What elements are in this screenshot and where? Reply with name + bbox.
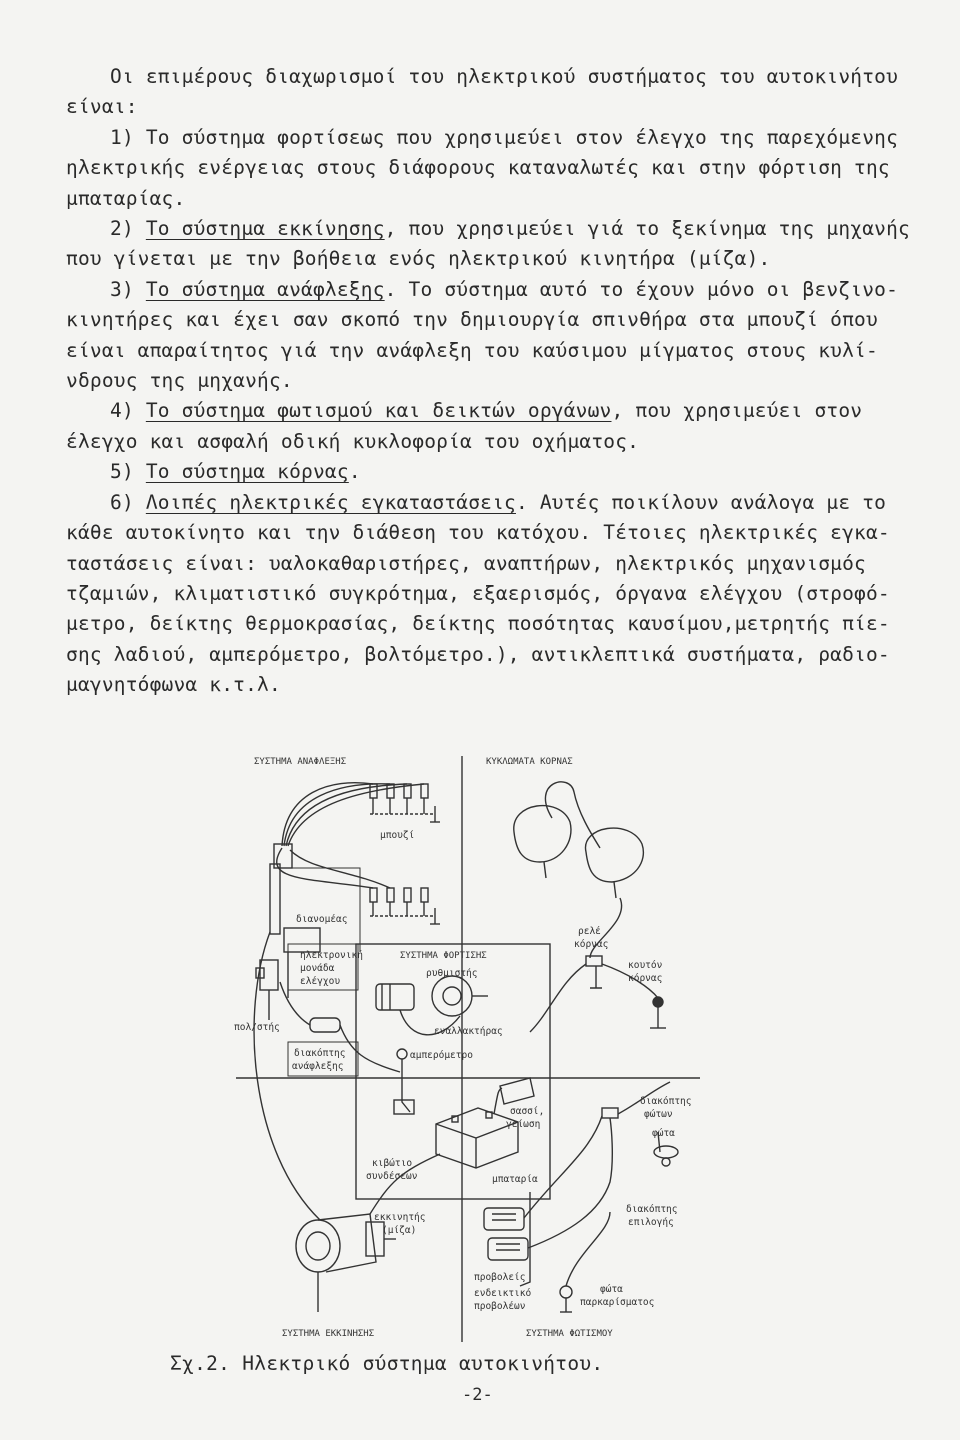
label-light-switch-1: διακόπτης — [640, 1096, 692, 1107]
item6-line-4: τζαμιών, κλιματιστικό συγκρότημα, εξαερισμός, όργανα ελέγχου (στροφό- — [66, 581, 890, 605]
horn-relay-shape — [586, 956, 602, 966]
chassis-shape — [500, 1078, 534, 1104]
intro-line-2: είναι: — [66, 95, 138, 119]
item6-line-1 — [66, 488, 946, 518]
title-ignition: ΣΥΣΤΗΜΑ ΑΝΑΦΛΕΞΗΣ — [254, 757, 347, 767]
item2-prefix: 2) — [110, 217, 146, 241]
item6-line-7: μαγνητόφωνα κ.τ.λ. — [66, 673, 281, 697]
ammeter-shape — [397, 1049, 407, 1059]
label-horn-relay-2: κόρνας — [574, 939, 609, 950]
item2-term: Το σύστημα εκκίνησης — [145, 217, 385, 241]
item6-rest: . Αυτές ποικίλουν ανάλογα με το — [515, 490, 887, 514]
label-ignition-switch-1: διακόπτης — [294, 1048, 346, 1059]
item6-prefix: 6) — [110, 490, 146, 514]
label-horn-button-2: κόρνας — [628, 973, 663, 984]
battery-shape — [436, 1108, 518, 1168]
item5-prefix: 5) — [110, 460, 146, 484]
item5-line-1 — [66, 457, 946, 487]
item1-line-3: μπαταρίας. — [66, 186, 186, 210]
label-lights: φώτα — [652, 1128, 675, 1139]
item4-term: Το σύστημα φωτισμού και δεικτών οργάνων — [145, 399, 612, 423]
label-horn-relay-1: ρελέ — [578, 926, 601, 937]
starter-motor — [296, 1214, 396, 1312]
item4-line-2: έλεγχο και ασφαλή οδική κυκλοφορία του οχήματος. — [66, 429, 640, 453]
label-alternator: εναλλακτήρας — [434, 1026, 503, 1037]
label-electronic-unit-1: ηλεκτρονική — [300, 950, 363, 961]
label-horn-button-1: κουτόν — [628, 960, 663, 971]
light-switch-shape — [602, 1108, 618, 1118]
label-parking-2: παρκαρίσματος — [580, 1297, 655, 1308]
title-horn: ΚΥΚΛΩΜΑΤΑ ΚΟΡΝΑΣ — [486, 757, 573, 767]
item6-line-6: σης λαδιού, αμπερόμετρο, βολτόμετρο.), αντικλεπτικά συστήματα, ραδιο- — [66, 642, 890, 666]
item2-line-2: που γίνεται με την βοήθεια ενός ηλεκτρικού κινητήρα (μίζα). — [66, 247, 771, 271]
label-starter-1: εκκινητής — [374, 1212, 426, 1223]
item3-term: Το σύστημα ανάφλεξης — [145, 277, 385, 301]
item6-line-3: ταστάσεις είναι: υαλοκαθαριστήρες, αναπτήρων, ηλεκτρικός μηχανισμός — [66, 551, 866, 575]
label-indicator-2: προβολέων — [474, 1301, 526, 1312]
headlights-shape — [484, 1208, 528, 1260]
title-charging: ΣΥΣΤΗΜΑ ΦΟΡΤΙΣΗΣ — [400, 951, 487, 961]
item3-rest: . Το σύστημα αυτό το έχουν μόνο οι βενζινο- — [384, 277, 899, 301]
item3-line-2: κινητήρες και έχει σαν σκοπό την δημιουργία σπινθήρα στα μπουζί όπου — [66, 308, 878, 332]
item4-prefix: 4) — [110, 399, 146, 423]
item6-line-2: κάθε αυτοκίνητο και την διάθεση του κατόχου. Τέτοιες ηλεκτρικές εγκα- — [66, 521, 890, 545]
item6-line-5: μετρο, δείκτης θερμοκρασίας, δείκτης ποσότητας καυσίμου,μετρητής πίε- — [66, 612, 890, 636]
label-chassis-2: γείωση — [506, 1119, 541, 1130]
figure-caption: Σχ.2. Ηλεκτρικό σύστημα αυτοκινήτου. — [170, 1352, 604, 1375]
wiring-diagram — [230, 752, 710, 1352]
label-ammeter: αμπερόμετρο — [410, 1050, 473, 1061]
title-lighting: ΣΥΣΤΗΜΑ ΦΩΤΙΣΜΟΥ — [526, 1329, 613, 1339]
label-regulator: ρυθμιστής — [426, 968, 478, 979]
label-junction-1: κιβώτιο — [372, 1158, 413, 1169]
item2-line-1 — [66, 214, 946, 244]
label-starter-2: (μίζα) — [382, 1225, 417, 1236]
label-parking-1: φώτα — [600, 1284, 623, 1295]
label-ignition-switch-2: ανάφλεξης — [292, 1061, 344, 1072]
electronic-unit-box — [284, 928, 320, 952]
distributor-shape — [270, 844, 292, 934]
item2-rest: , που χρησιμεύει γιά το ξεκίνημα της μηχανής — [384, 217, 911, 241]
item4-rest: , που χρησιμεύει στον — [611, 399, 863, 423]
item3-line-3: είναι απαραίτητος γιά την ανάφλεξη του καύσιμου μίγματος στους κυλί- — [66, 338, 878, 362]
label-electronic-unit-2: μονάδα — [300, 963, 335, 974]
item3-line-1 — [66, 275, 946, 305]
item5-term: Το σύστημα κόρνας — [145, 460, 349, 484]
label-spark-plugs: μπουζί — [380, 830, 415, 841]
item5-rest: . — [348, 460, 361, 484]
alternator-shape — [432, 976, 488, 1016]
body-text — [66, 62, 946, 701]
regulator-shape — [376, 984, 414, 1010]
horn-button-shape — [653, 997, 663, 1007]
ignition-switch-shape — [310, 1018, 340, 1032]
indicator-shape — [560, 1286, 572, 1312]
junction-box-shape — [394, 1100, 414, 1114]
label-electronic-unit-3: ελέγχου — [300, 976, 341, 987]
label-light-switch-2: φώτων — [644, 1109, 673, 1120]
label-headlights: προβολείς — [474, 1272, 526, 1283]
intro-line-1: Οι επιμέρους διαχωρισμοί του ηλεκτρικού συστήματος του αυτοκινήτου — [110, 65, 899, 88]
item6-term: Λοιπές ηλεκτρικές εγκαταστάσεις — [145, 490, 516, 514]
label-indicator-1: ενδεικτικό — [474, 1288, 532, 1299]
title-starting: ΣΥΣΤΗΜΑ ΕΚΚΙΝΗΣΗΣ — [282, 1329, 375, 1339]
label-chassis-1: σασσί, — [510, 1106, 545, 1117]
label-battery: μπαταρία — [492, 1174, 538, 1185]
label-coil: πολ/στής — [234, 1022, 280, 1033]
item3-prefix: 3) — [110, 277, 146, 301]
page-number: -2- — [462, 1385, 493, 1405]
spark-plugs-lower — [370, 888, 440, 924]
label-junction-2: συνδέσεων — [366, 1171, 418, 1182]
label-selector-2: επιλογής — [628, 1217, 674, 1228]
label-distributor: διανομέας — [296, 914, 348, 925]
item1-line-2: ηλεκτρικής ενέργειας στους διάφορους καταναλωτές και στην φόρτιση της — [66, 156, 890, 180]
label-selector-1: διακόπτης — [626, 1204, 678, 1215]
item1-line-1: 1) Το σύστημα φορτίσεως που χρησιμεύει στον έλεγχο της παρεχόμενης — [110, 125, 899, 149]
item3-line-4: νδρους της μηχανής. — [66, 369, 293, 393]
item4-line-1 — [66, 396, 946, 426]
horns — [514, 806, 644, 898]
